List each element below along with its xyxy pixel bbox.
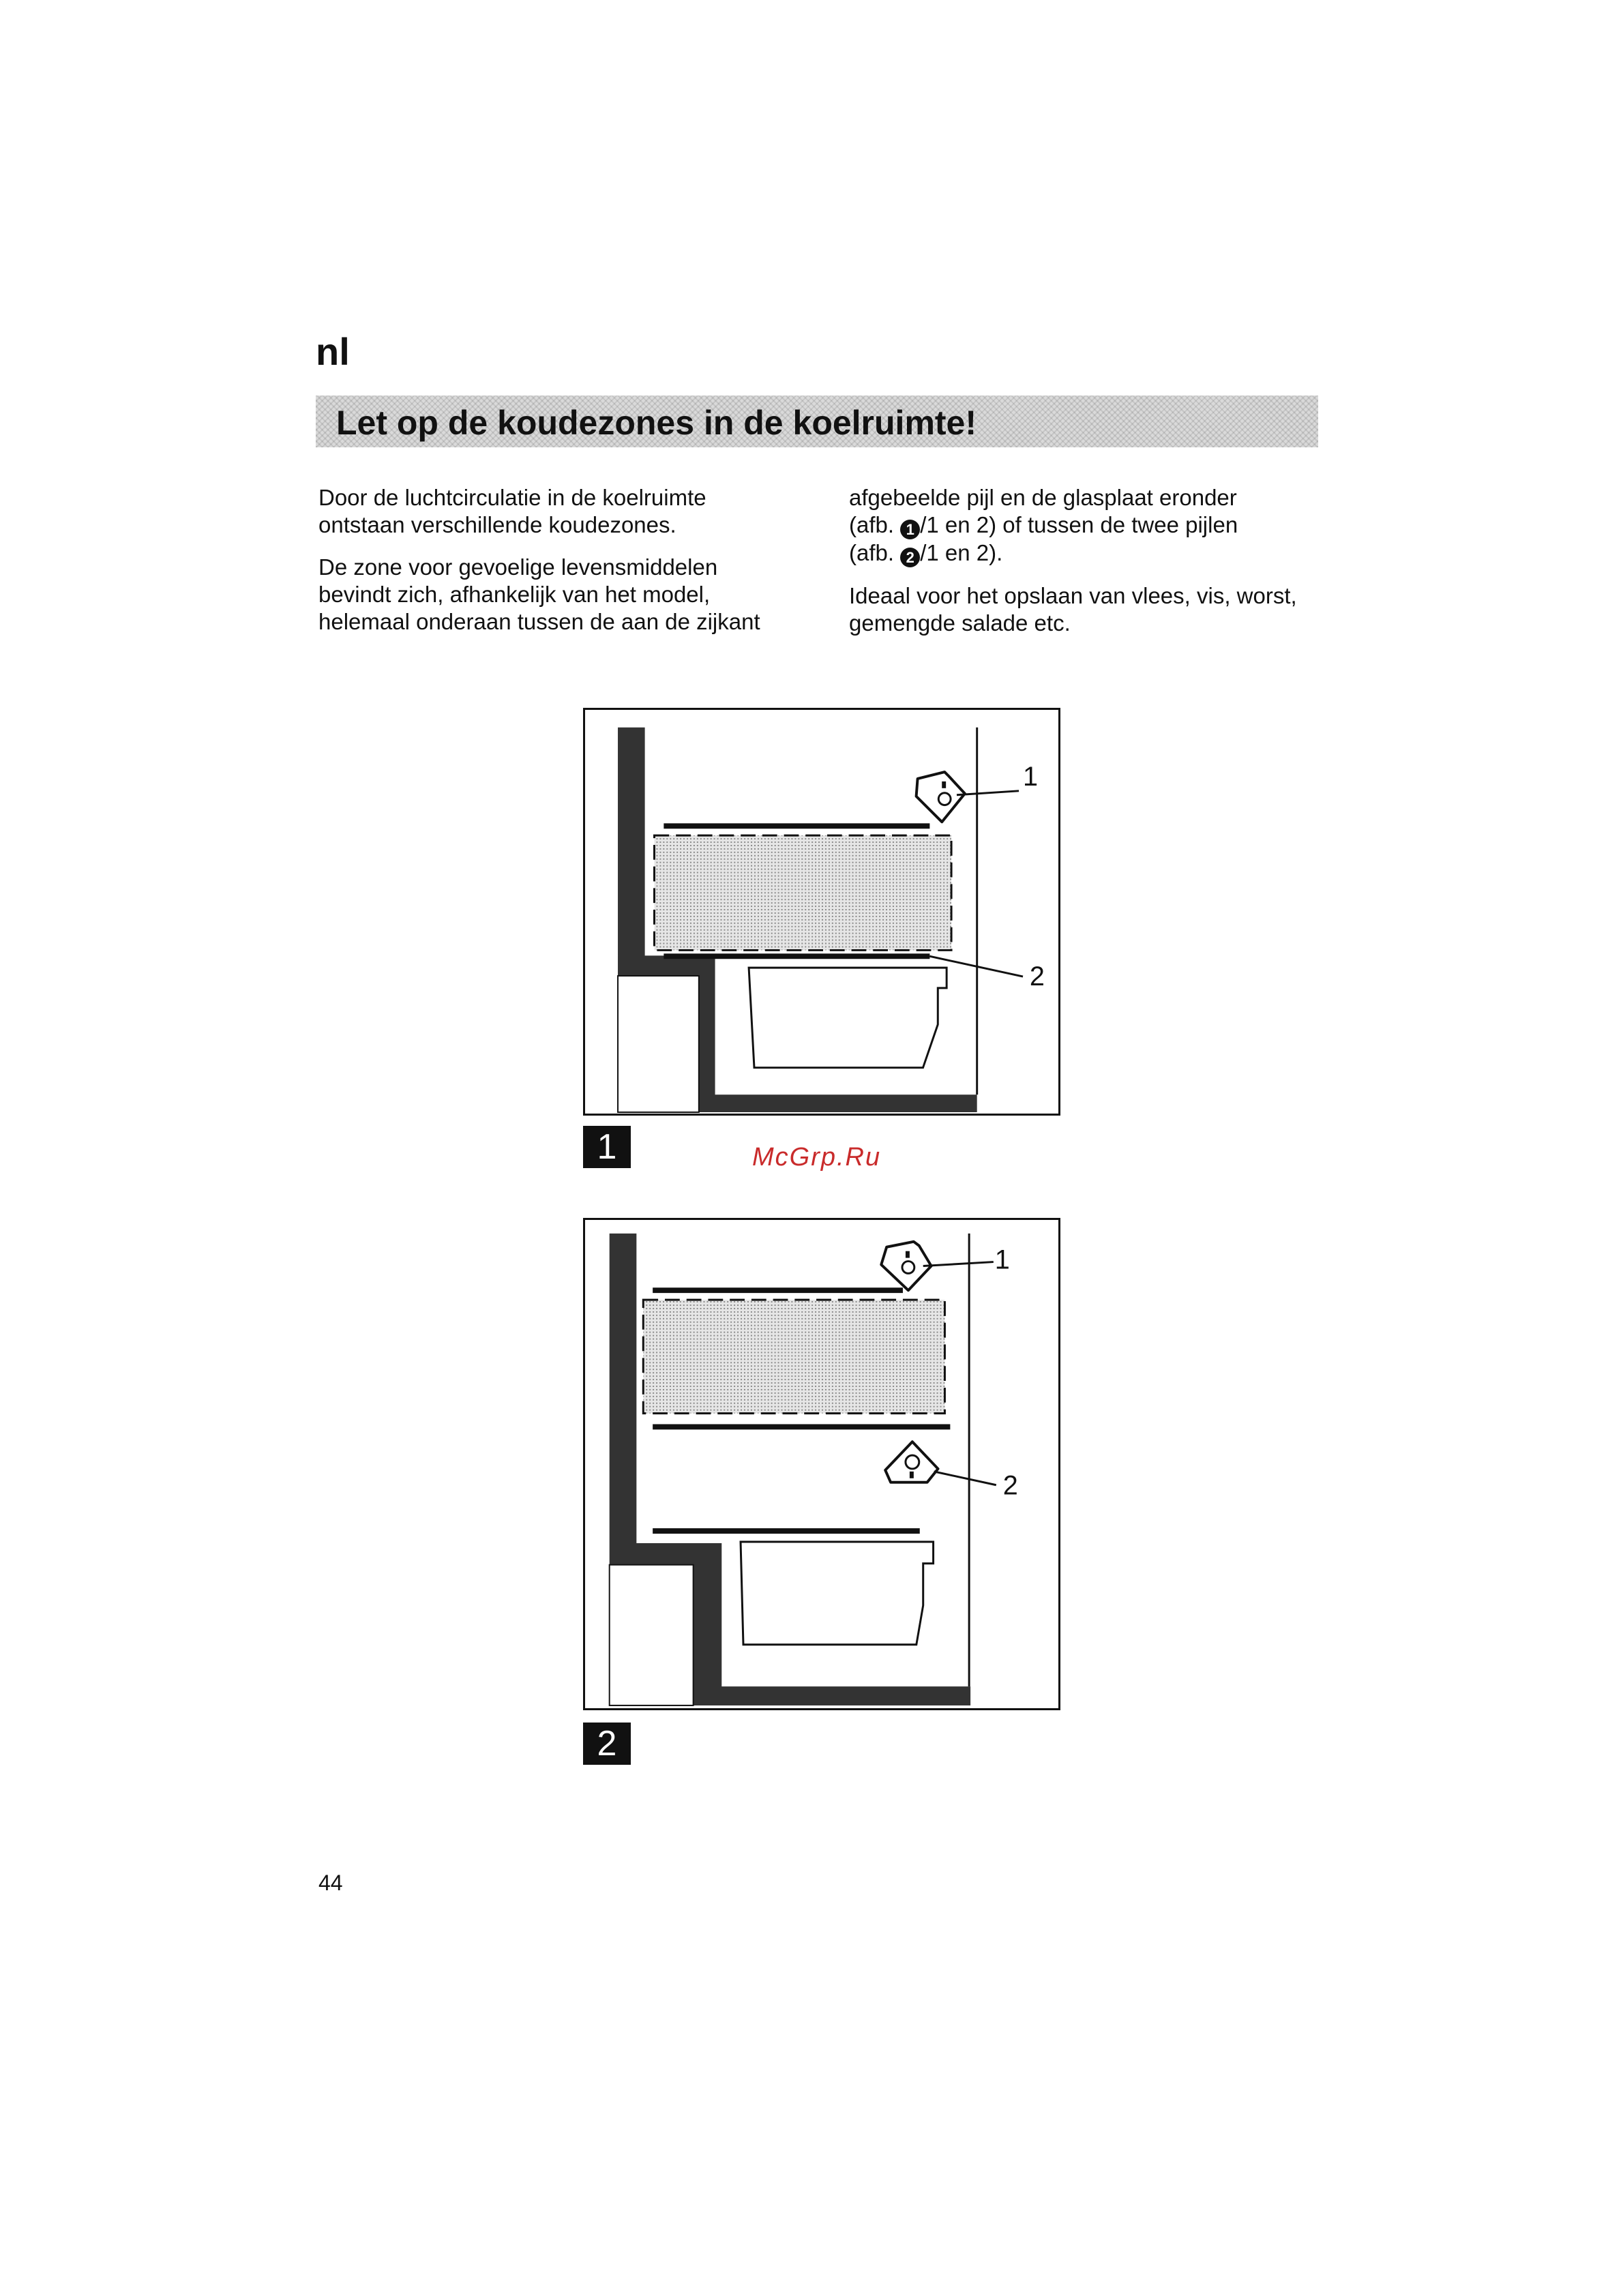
paragraph-air-circulation: Door de luchtcirculatie in de koelruimte ontstaan verschillende koudezones. xyxy=(318,485,706,537)
figure-ref-2-badge: 2 xyxy=(900,548,920,567)
callout-1: 1 xyxy=(1023,761,1039,792)
reference-line-3-prefix: (afb. xyxy=(849,540,901,565)
figure-2-illustration xyxy=(585,1220,1058,1708)
cold-zone xyxy=(643,1300,944,1414)
figure-1-diagram xyxy=(583,708,1060,1116)
text-column-left xyxy=(318,484,796,651)
figure-2-label: 2 xyxy=(583,1723,631,1765)
callout-2: 2 xyxy=(1029,961,1045,992)
arrow-down-marker-icon xyxy=(885,1442,938,1482)
arrow-marker-icon xyxy=(917,772,965,822)
reference-line-1: afgebeelde pijl en de glasplaat eronder xyxy=(849,485,1237,510)
figure-2-diagram xyxy=(583,1218,1060,1710)
callout-line-1 xyxy=(957,791,1019,795)
cold-zone xyxy=(654,835,951,950)
paragraph-sensitive-food-zone: De zone voor gevoelige levensmiddelen bevindt zich, afhankelijk van het model, helemaal onderaan tussen de aan de zijkant xyxy=(318,554,760,634)
figure-ref-1-badge: 1 xyxy=(900,520,920,539)
figure-1-label: 1 xyxy=(583,1126,631,1168)
page-number: 44 xyxy=(318,1870,343,1895)
figure-1-illustration xyxy=(585,710,1058,1114)
title-bar xyxy=(316,396,1318,447)
reference-line-2-suffix: /1 en 2) of tussen de twee pijlen xyxy=(920,512,1238,537)
callout-1: 1 xyxy=(994,1244,1010,1275)
crisper-block xyxy=(618,976,699,1112)
text-column-right xyxy=(849,484,1326,652)
reference-line-2-prefix: (afb. xyxy=(849,512,901,537)
language-code: nl xyxy=(316,330,350,373)
drawer xyxy=(749,968,947,1068)
callout-line-1 xyxy=(923,1262,994,1266)
callout-line-2 xyxy=(934,1472,996,1485)
drawer xyxy=(741,1542,934,1645)
crisper-block xyxy=(610,1565,694,1705)
callout-2: 2 xyxy=(1002,1470,1018,1501)
watermark: McGrp.Ru xyxy=(752,1143,882,1172)
page-title: Let op de koudezones in de koelruimte! xyxy=(336,404,977,442)
paragraph-arrow-reference xyxy=(849,484,1326,567)
reference-line-3-suffix: /1 en 2). xyxy=(920,540,1003,565)
paragraph-ideal-storage: Ideaal voor het opslaan van vlees, vis, worst, gemengde salade etc. xyxy=(849,583,1297,636)
